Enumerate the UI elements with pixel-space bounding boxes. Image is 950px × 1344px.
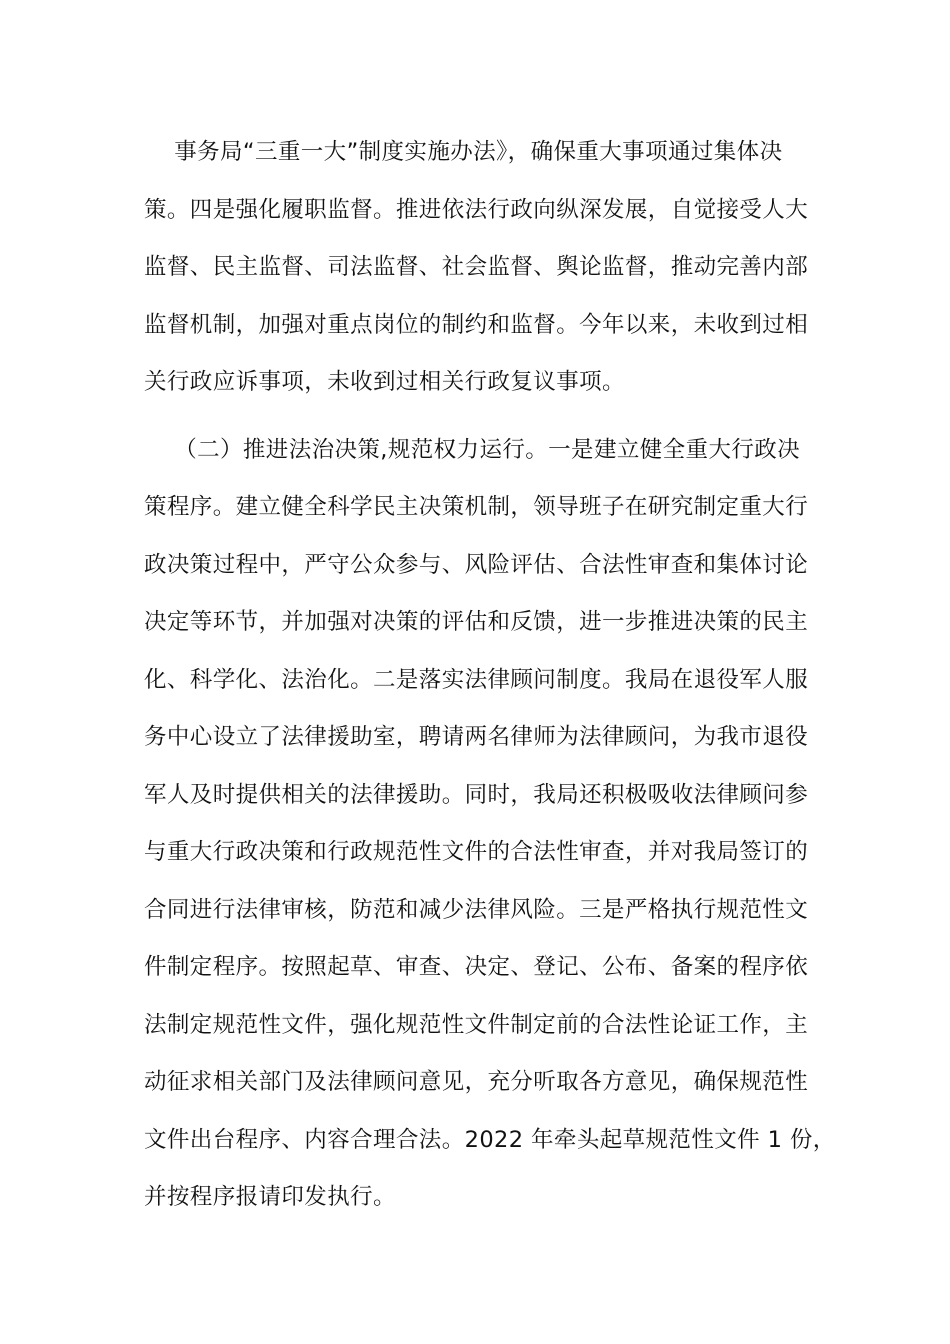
paragraph-rule-of-law-decisions: [144, 426, 834, 1231]
text-line: 事务局“三重一大”制度实施办法》，确保重大事项通过集体决: [144, 139, 783, 165]
text-line: 军人及时提供相关的法律援助。同时，我局还积极吸收法律顾问参: [144, 781, 809, 808]
text-line: 法制定规范性文件，强化规范性文件制定前的合法性论证工作，主: [144, 1011, 809, 1038]
text-line: 并按程序报请印发执行。: [144, 1184, 396, 1210]
text-line: 政决策过程中，严守公众参与、风险评估、合法性审查和集体讨论: [144, 551, 809, 578]
text-line: （二）推进法治决策,规范权力运行。一是建立健全重大行政决: [144, 436, 801, 463]
text-line: 文件出台程序、内容合理合法。2022 年牵头起草规范性文件 1 份，: [144, 1126, 836, 1153]
text-line: 合同进行法律审核，防范和减少法律风险。三是严格执行规范性文: [144, 896, 809, 923]
text-line: 决定等环节，并加强对决策的评估和反馈，进一步推进决策的民主: [144, 609, 809, 635]
text-line: 监督、民主监督、司法监督、社会监督、舆论监督，推动完善内部: [144, 254, 809, 280]
text-line: 化、科学化、法治化。二是落实法律顾问制度。我局在退役军人服: [144, 666, 809, 693]
text-line: 策程序。建立健全科学民主决策机制，领导班子在研究制定重大行: [144, 494, 809, 520]
paragraph-supervision: [144, 128, 834, 416]
text-line: 与重大行政决策和行政规范性文件的合法性审查，并对我局签订的: [144, 839, 809, 865]
text-line: 监督机制，加强对重点岗位的制约和监督。今年以来，未收到过相: [144, 311, 809, 338]
text-line: 关行政应诉事项，未收到过相关行政复议事项。: [144, 369, 625, 395]
text-line: 务中心设立了法律援助室，聘请两名律师为法律顾问，为我市退役: [144, 724, 809, 750]
text-line: 策。四是强化履职监督。推进依法行政向纵深发展，自觉接受人大: [144, 196, 809, 223]
text-line: 动征求相关部门及法律顾问意见，充分听取各方意见，确保规范性: [144, 1069, 809, 1095]
text-line: 件制定程序。按照起草、审查、决定、登记、公布、备案的程序依: [144, 954, 809, 980]
document-body: [144, 128, 834, 1231]
